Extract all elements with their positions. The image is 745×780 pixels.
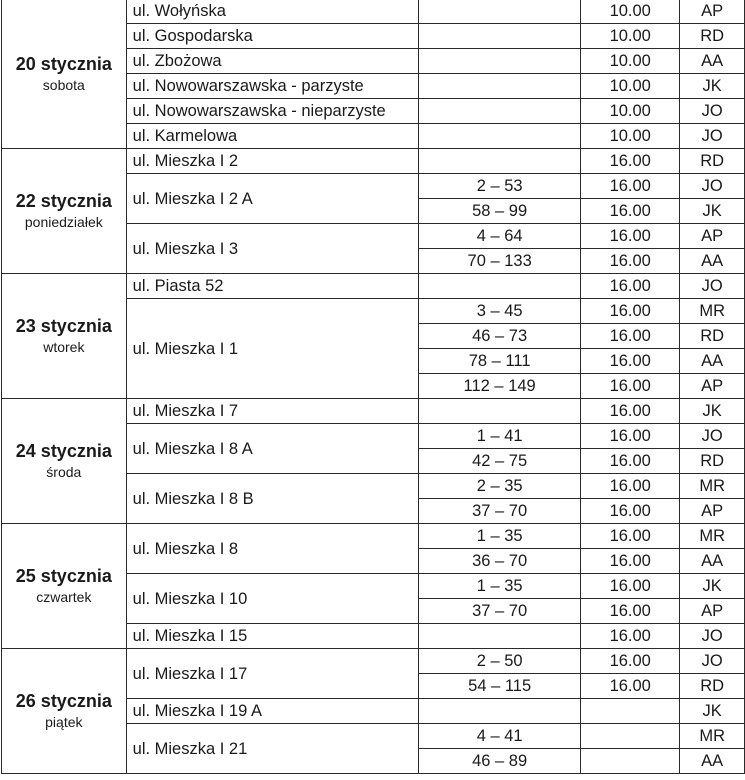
start-time: 10.00 <box>581 0 680 24</box>
start-time: 10.00 <box>581 99 680 124</box>
collector-code: JO <box>680 174 745 199</box>
day-weekday: czwartek <box>36 589 92 605</box>
house-range: 2 – 50 <box>419 649 581 674</box>
day-weekday: wtorek <box>43 339 85 355</box>
street-name: ul. Mieszka I 8 B <box>126 474 419 524</box>
house-range: 1 – 41 <box>419 424 581 449</box>
collector-code: JK <box>680 74 745 99</box>
house-range <box>419 699 581 724</box>
house-range <box>419 74 581 99</box>
start-time <box>581 749 680 774</box>
collector-code: JK <box>680 699 745 724</box>
collector-code: AP <box>680 599 745 624</box>
collector-code: AP <box>680 0 745 24</box>
schedule-table <box>1 0 745 774</box>
house-range: 2 – 35 <box>419 474 581 499</box>
collector-code: AA <box>680 249 745 274</box>
start-time: 16.00 <box>581 299 680 324</box>
day-date: 22 stycznia <box>15 191 112 211</box>
street-name: ul. Mieszka I 2 A <box>126 174 419 224</box>
street-name: ul. Mieszka I 10 <box>126 574 419 624</box>
start-time: 16.00 <box>581 449 680 474</box>
start-time: 16.00 <box>581 674 680 699</box>
street-name: ul. Mieszka I 3 <box>126 224 419 274</box>
collector-code: JO <box>680 624 745 649</box>
street-name: ul. Nowowarszawska - nieparzyste <box>126 99 419 124</box>
day-date: 26 stycznia <box>15 691 112 711</box>
start-time: 16.00 <box>581 524 680 549</box>
day-weekday: piątek <box>45 714 83 730</box>
street-name: ul. Zbożowa <box>126 49 419 74</box>
street-name: ul. Mieszka I 8 A <box>126 424 419 474</box>
table-row <box>2 649 745 674</box>
day-cell <box>2 0 127 149</box>
street-name: ul. Nowowarszawska - parzyste <box>126 74 419 99</box>
house-range <box>419 399 581 424</box>
day-cell <box>2 274 127 399</box>
start-time: 16.00 <box>581 474 680 499</box>
collector-code: JO <box>680 99 745 124</box>
street-name: ul. Mieszka I 8 <box>126 524 419 574</box>
day-date: 23 stycznia <box>15 316 112 336</box>
start-time: 16.00 <box>581 199 680 224</box>
collector-code: AA <box>680 49 745 74</box>
schedule-body <box>2 0 745 774</box>
start-time <box>581 724 680 749</box>
collector-code: AP <box>680 499 745 524</box>
collector-code: JO <box>680 424 745 449</box>
start-time: 16.00 <box>581 599 680 624</box>
start-time: 16.00 <box>581 274 680 299</box>
street-name: ul. Piasta 52 <box>126 274 419 299</box>
day-cell <box>2 649 127 774</box>
table-row <box>2 274 745 299</box>
day-weekday: poniedziałek <box>24 214 103 230</box>
day-cell <box>2 149 127 274</box>
house-range: 46 – 73 <box>419 324 581 349</box>
house-range <box>419 49 581 74</box>
house-range: 70 – 133 <box>419 249 581 274</box>
start-time: 10.00 <box>581 49 680 74</box>
day-weekday: środa <box>46 464 82 480</box>
table-row <box>2 399 745 424</box>
collector-code: AA <box>680 749 745 774</box>
start-time: 16.00 <box>581 399 680 424</box>
street-name: ul. Mieszka I 2 <box>126 149 419 174</box>
house-range: 37 – 70 <box>419 499 581 524</box>
house-range <box>419 624 581 649</box>
street-name: ul. Mieszka I 1 <box>126 299 419 399</box>
house-range: 4 – 41 <box>419 724 581 749</box>
collector-code: RD <box>680 149 745 174</box>
table-row <box>2 149 745 174</box>
collector-code: MR <box>680 724 745 749</box>
start-time <box>581 699 680 724</box>
day-cell <box>2 524 127 649</box>
collector-code: JO <box>680 649 745 674</box>
collector-code: RD <box>680 674 745 699</box>
house-range: 1 – 35 <box>419 524 581 549</box>
street-name: ul. Mieszka I 17 <box>126 649 419 699</box>
street-name: ul. Karmelowa <box>126 124 419 149</box>
street-name: ul. Gospodarska <box>126 24 419 49</box>
house-range <box>419 24 581 49</box>
house-range <box>419 0 581 24</box>
house-range: 1 – 35 <box>419 574 581 599</box>
collector-code: AA <box>680 349 745 374</box>
start-time: 16.00 <box>581 549 680 574</box>
start-time: 16.00 <box>581 374 680 399</box>
day-cell <box>2 399 127 524</box>
house-range: 78 – 111 <box>419 349 581 374</box>
house-range: 54 – 115 <box>419 674 581 699</box>
table-row <box>2 0 745 24</box>
start-time: 16.00 <box>581 324 680 349</box>
day-date: 25 stycznia <box>15 566 112 586</box>
house-range <box>419 149 581 174</box>
day-date: 20 stycznia <box>15 53 112 74</box>
house-range: 46 – 89 <box>419 749 581 774</box>
house-range: 42 – 75 <box>419 449 581 474</box>
house-range: 3 – 45 <box>419 299 581 324</box>
house-range: 37 – 70 <box>419 599 581 624</box>
start-time: 10.00 <box>581 124 680 149</box>
start-time: 16.00 <box>581 224 680 249</box>
table-row <box>2 524 745 549</box>
start-time: 16.00 <box>581 349 680 374</box>
street-name: ul. Mieszka I 15 <box>126 624 419 649</box>
collector-code: RD <box>680 324 745 349</box>
day-weekday: sobota <box>42 76 85 93</box>
street-name: ul. Mieszka I 19 A <box>126 699 419 724</box>
start-time: 16.00 <box>581 624 680 649</box>
house-range: 112 – 149 <box>419 374 581 399</box>
collector-code: AP <box>680 224 745 249</box>
start-time: 16.00 <box>581 499 680 524</box>
house-range: 58 – 99 <box>419 199 581 224</box>
day-date: 24 stycznia <box>15 441 112 461</box>
street-name: ul. Mieszka I 21 <box>126 724 419 774</box>
house-range: 2 – 53 <box>419 174 581 199</box>
collector-code: JO <box>680 124 745 149</box>
start-time: 16.00 <box>581 149 680 174</box>
collector-code: AA <box>680 549 745 574</box>
collector-code: JK <box>680 199 745 224</box>
start-time: 10.00 <box>581 24 680 49</box>
start-time: 16.00 <box>581 424 680 449</box>
start-time: 16.00 <box>581 649 680 674</box>
collector-code: RD <box>680 24 745 49</box>
start-time: 16.00 <box>581 574 680 599</box>
collector-code: MR <box>680 299 745 324</box>
house-range: 4 – 64 <box>419 224 581 249</box>
collector-code: MR <box>680 474 745 499</box>
house-range <box>419 124 581 149</box>
collector-code: RD <box>680 449 745 474</box>
house-range: 36 – 70 <box>419 549 581 574</box>
collector-code: JK <box>680 574 745 599</box>
collector-code: JO <box>680 274 745 299</box>
start-time: 10.00 <box>581 74 680 99</box>
collector-code: MR <box>680 524 745 549</box>
house-range <box>419 99 581 124</box>
collector-code: AP <box>680 374 745 399</box>
start-time: 16.00 <box>581 249 680 274</box>
street-name: ul. Mieszka I 7 <box>126 399 419 424</box>
street-name: ul. Wołyńska <box>126 0 419 24</box>
start-time: 16.00 <box>581 174 680 199</box>
collector-code: JK <box>680 399 745 424</box>
house-range <box>419 274 581 299</box>
